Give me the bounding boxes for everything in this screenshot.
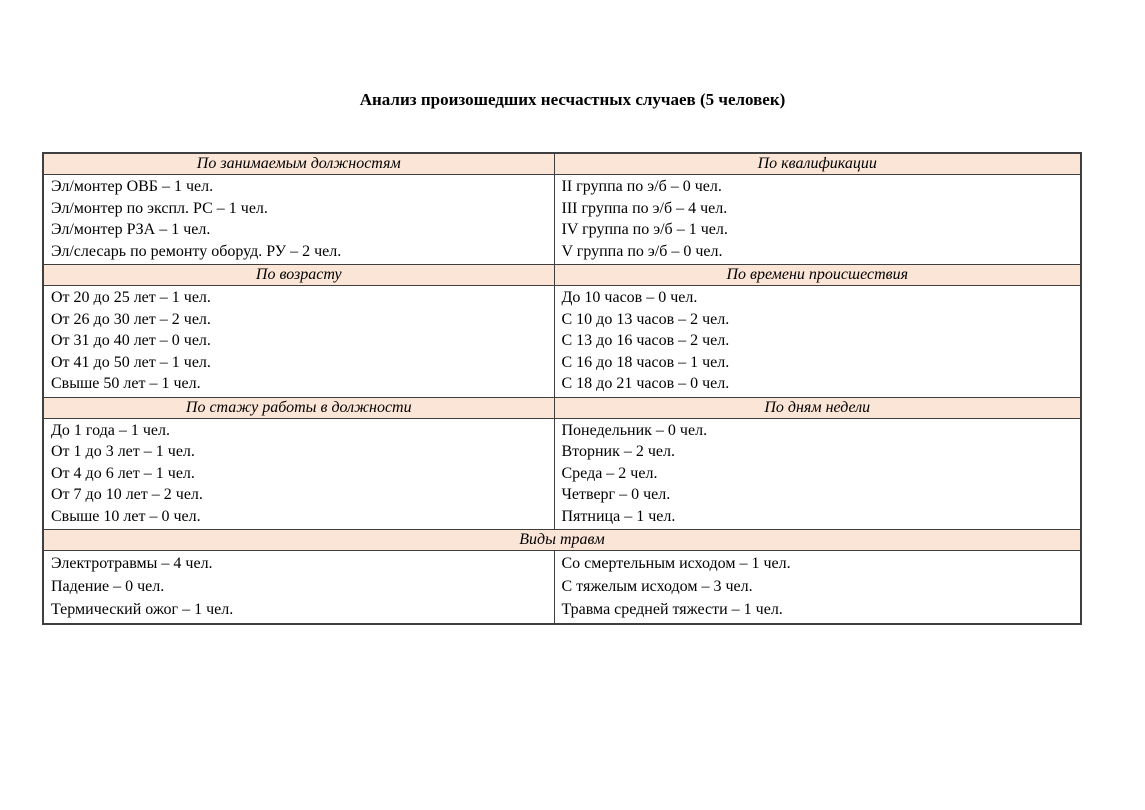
- data-line: Понедельник – 0 чел.: [561, 421, 708, 439]
- data-line: Эл/монтер по экспл. РС – 1 чел.: [51, 199, 268, 217]
- section-data-row: [43, 551, 1081, 625]
- data-line: Среда – 2 чел.: [561, 464, 658, 482]
- data-cell-qualification: [554, 175, 1081, 265]
- section-header-row: [43, 397, 1081, 418]
- section-header-weekday: По дням недели: [554, 397, 1081, 418]
- section-header-incident-time: По времени происшествия: [554, 265, 1081, 286]
- data-line: Эл/слесарь по ремонту оборуд. РУ – 2 чел.: [51, 242, 342, 260]
- data-cell-age: [43, 286, 554, 398]
- data-line: Термический ожог – 1 чел.: [51, 601, 234, 618]
- data-line: С 16 до 18 часов – 1 чел.: [561, 353, 730, 371]
- data-line: Эл/монтер РЗА – 1 чел.: [51, 221, 211, 238]
- data-line: II группа по э/б – 0 чел.: [561, 178, 722, 195]
- section-header-injury-types: Виды травм: [43, 530, 1081, 551]
- accidents-analysis-table: [42, 152, 1082, 625]
- section-header-row: [43, 530, 1081, 551]
- data-line: С 13 до 16 часов – 2 чел.: [561, 332, 730, 349]
- data-line: IV группа по э/б – 1 чел.: [561, 221, 728, 238]
- data-line: От 41 до 50 лет – 1 чел.: [51, 353, 211, 371]
- data-line: От 1 до 3 лет – 1 чел.: [51, 443, 195, 460]
- data-cell-weekday: [554, 418, 1081, 530]
- data-cell-injury-types: [43, 551, 554, 625]
- section-data-row: [43, 286, 1081, 398]
- data-line: От 4 до 6 лет – 1 чел.: [51, 464, 195, 482]
- data-line: Свыше 10 лет – 0 чел.: [51, 507, 201, 525]
- data-line: От 7 до 10 лет – 2 чел.: [51, 486, 203, 503]
- section-header-experience: По стажу работы в должности: [43, 397, 554, 418]
- data-line: От 31 до 40 лет – 0 чел.: [51, 332, 211, 349]
- data-line: От 26 до 30 лет – 2 чел.: [51, 310, 211, 328]
- data-cell-incident-time: [554, 286, 1081, 398]
- data-line: С тяжелым исходом – 3 чел.: [561, 578, 753, 595]
- data-line: Эл/монтер ОВБ – 1 чел.: [51, 178, 214, 195]
- data-line: Электротравмы – 4 чел.: [51, 555, 213, 572]
- section-data-row: [43, 175, 1081, 265]
- data-line: Со смертельным исходом – 1 чел.: [561, 555, 791, 572]
- data-line: Четверг – 0 чел.: [561, 486, 671, 503]
- data-cell-experience: [43, 418, 554, 530]
- section-header-age: По возрасту: [43, 265, 554, 286]
- page-title: Анализ произошедших несчастных случаев (5 человек): [359, 90, 786, 109]
- data-line: Травма средней тяжести – 1 чел.: [561, 601, 783, 618]
- data-line: До 1 года – 1 чел.: [51, 421, 170, 439]
- data-line: Свыше 50 лет – 1 чел.: [51, 375, 201, 392]
- data-line: С 18 до 21 часов – 0 чел.: [561, 375, 730, 392]
- data-cell-injury-severity: [554, 551, 1081, 625]
- section-header-row: [43, 153, 1081, 175]
- section-header-row: [43, 265, 1081, 286]
- section-data-row: [43, 418, 1081, 530]
- data-line: С 10 до 13 часов – 2 чел.: [561, 310, 730, 328]
- data-line: Пятница – 1 чел.: [561, 507, 676, 525]
- data-line: До 10 часов – 0 чел.: [561, 289, 698, 306]
- data-line: III группа по э/б – 4 чел.: [561, 199, 728, 217]
- data-line: Падение – 0 чел.: [51, 578, 165, 595]
- data-line: Вторник – 2 чел.: [561, 443, 675, 460]
- data-line: От 20 до 25 лет – 1 чел.: [51, 289, 211, 306]
- data-line: V группа по э/б – 0 чел.: [561, 242, 723, 260]
- section-header-positions: По занимаемым должностям: [43, 153, 554, 175]
- section-header-qualification: По квалификации: [554, 153, 1081, 175]
- data-cell-positions: [43, 175, 554, 265]
